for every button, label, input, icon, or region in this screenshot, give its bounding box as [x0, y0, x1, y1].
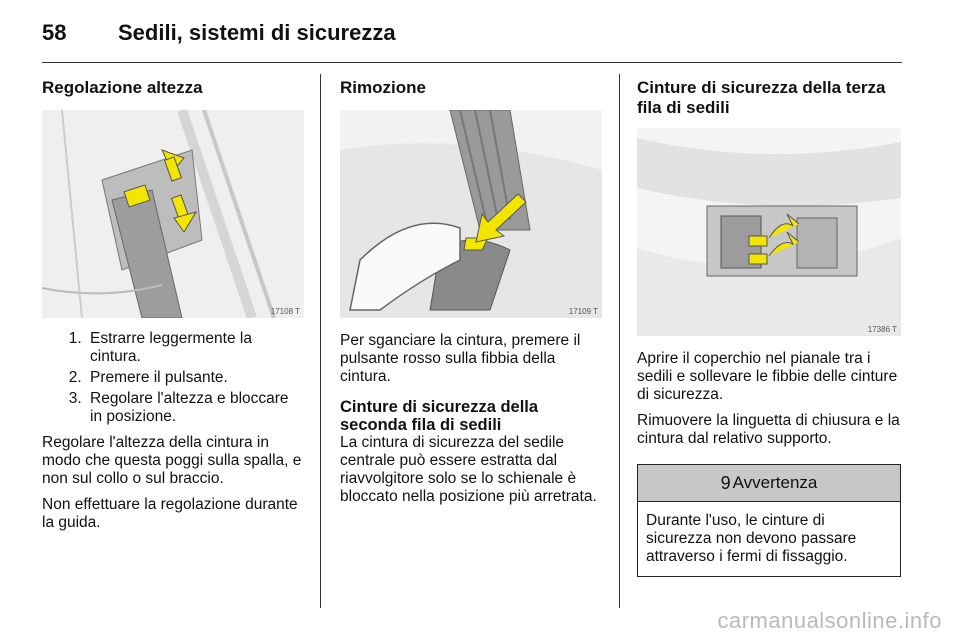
list-item: 3. Regolare l'altezza e bloccare in posizione.: [86, 390, 304, 426]
paragraph: Non effettuare la regolazione durante la guida.: [42, 496, 298, 531]
section-heading: Regolazione altezza: [42, 78, 203, 97]
floor-cover-illustration: [637, 128, 901, 336]
watermark: carmanualsonline.info: [717, 608, 942, 633]
section-height-adjust: [42, 74, 304, 532]
buckle-release-illustration: [340, 110, 602, 318]
figure-floor-cover: [637, 128, 901, 336]
section-heading: Rimozione: [340, 78, 426, 97]
figure-code: 17386 T: [867, 325, 897, 334]
figure-code: 17109 T: [568, 307, 598, 316]
figure-code: 17108 T: [270, 307, 300, 316]
warning-header: [638, 465, 900, 502]
list-item: 2. Premere il pulsante.: [86, 369, 304, 387]
page-header: [42, 14, 902, 58]
belt-height-illustration: [42, 110, 304, 318]
warning-text: Durante l'uso, le cinture di sicurezza non devono passare attraverso i fermi di fissaggio.: [646, 512, 857, 565]
column-divider: [619, 74, 620, 608]
subheading: Cinture di sicurezza della seconda fila di sedili: [340, 398, 539, 434]
section-heading: Cinture di sicurezza della terza fila di sedili: [637, 78, 886, 117]
column-divider: [320, 74, 321, 608]
paragraph: Aprire il coperchio nel pianale tra i sedili e sollevare le fibbie delle cinture di sicurezza.: [637, 350, 898, 403]
paragraph: La cintura di sicurezza del sedile centrale può essere estratta dal riavvolgitore solo se lo schienale è bloccato nella posizione più arretrata.: [340, 434, 597, 505]
warning-box: [637, 464, 901, 577]
warning-title: Avvertenza: [732, 473, 818, 492]
page-number: 58: [42, 20, 67, 45]
section-removal: [340, 74, 602, 506]
header-rule: [42, 62, 902, 63]
list-item: 1. Estrarre leggermente la cintura.: [86, 330, 304, 366]
page-title: Sedili, sistemi di sicurezza: [118, 20, 396, 45]
figure-belt-height: [42, 110, 304, 318]
steps-list: [42, 330, 304, 426]
paragraph: Rimuovere la linguetta di chiusura e la cintura dal relativo supporto.: [637, 412, 900, 447]
figure-buckle-release: [340, 110, 602, 318]
paragraph: Per sganciare la cintura, premere il pulsante rosso sulla fibbia della cintura.: [340, 332, 581, 385]
section-third-row: [637, 74, 901, 577]
warning-icon: 9: [720, 472, 731, 493]
paragraph: Regolare l'altezza della cintura in modo che questa poggi sulla spalla, e non sul collo o sul braccio.: [42, 434, 302, 487]
